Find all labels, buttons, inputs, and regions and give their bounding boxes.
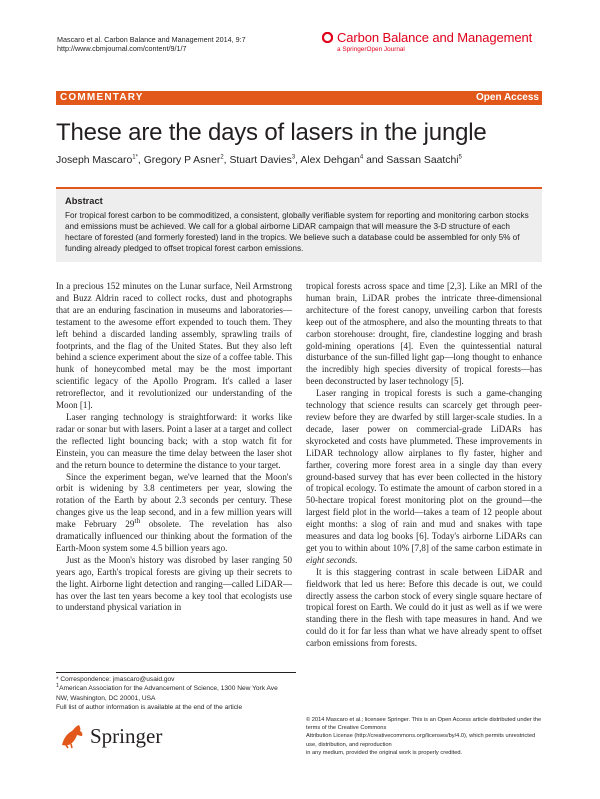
open-access-label: Open Access	[476, 92, 539, 103]
paragraph: tropical forests across space and time [2,3]. Like an MRI of the human brain, LiDAR probes the intricate three-dimensional architecture of the forest canopy, unveiling carbon that forests keep out of the atmosphere, and also the mounting threats to that carbon storehouse: drought, fire, clandestine logging and brash gold-mining operations [4]. Even the quintessential natural disturbance of the sun-filled light gap—long thought to enhance the incredibly high species diversity of tropical forests—has been deconstructed by laser technology [5].	[306, 281, 542, 387]
springer-horse-icon	[58, 723, 86, 749]
journal-subtitle: a SpringerOpen Journal	[337, 46, 405, 53]
citation-header	[57, 35, 246, 53]
section-label: COMMENTARY	[60, 92, 144, 103]
footnotes	[56, 672, 296, 712]
paragraph: Since the experiment began, we've learned that the Moon's orbit is widening by 3.8 centimeters per year, slowing the rotation of the Earth by about 2.3 seconds per century. These changes give us the leap second, and in a few million years will make February 29th obsolete. The revelation has also dramatically influenced our thinking about the formation of the Earth-Moon system some 4.5 billion years ago.	[56, 471, 292, 553]
author-name: Alex Dehgan	[300, 155, 360, 166]
author-name: Joseph Mascaro	[56, 155, 133, 166]
citation-text: Mascaro et al. Carbon Balance and Management 2014, 9:7	[57, 35, 246, 44]
paragraph: It is this staggering contrast in scale between LiDAR and fieldwork that led us here: Before this decade is out, we could directly assess the carbon stock of every single square hectare of tropical forest on Earth. We could do it just as well as if we were standing there in the flesh with tape measures in hand. And we could do it for far less than what we have already spent to offset carbon emissions from forests.	[306, 566, 542, 649]
section-banner	[56, 91, 542, 105]
body-column-right	[306, 281, 542, 650]
journal-name: Carbon Balance and Management	[337, 30, 533, 45]
article-url[interactable]: http://www.cbmjournal.com/content/9/1/7	[57, 44, 187, 53]
springeropen-logo-icon	[322, 32, 333, 43]
author-info-note: Full list of author information is available at the end of the article	[56, 703, 243, 711]
affiliation-note-cont: NW, Washington, DC 20001, USA	[56, 694, 156, 702]
author-affiliation-mark: 1*	[132, 154, 138, 161]
article-title: These are the days of lasers in the jungle	[56, 119, 487, 146]
paragraph: Laser ranging technology is straightforward: it works like radar or sonar but with lasers. Point a laser at a target and collect the reflected light bouncing back; with a stop watch fit for Einstein, you can measure the time delay between the laser shot and the return bounce to determine the distance to your target.	[56, 411, 292, 470]
license-line: Attribution License (http://creativecommons.org/licenses/by/4.0), which permits unrestricted use, distribution, and reproduction	[306, 733, 536, 748]
author-affiliation-mark: 3	[291, 154, 296, 161]
affiliation-text: $^1$American Association for the Advancement of Science, 1300 New York Ave	[56, 683, 278, 693]
paragraph: In a precious 152 minutes on the Lunar surface, Neil Armstrong and Buzz Aldrin raced to collect rocks, dust and photographs that are an enduring fascination in museums and laboratories—testament to the awesome effort expended to touch them. They left behind a discarded landing assembly, sprawling trails of footprints, and the flag of the United States. But they also left behind a science experiment about the size of a coffee table. This hunk of honeycombed metal may be the most important scientific legacy of the Apollo Program. It's called a laser retroreflector, and it revolutionized our understanding of the Moon [1].	[56, 281, 292, 411]
affiliation-note	[56, 684, 296, 693]
citation-line	[57, 35, 246, 44]
author-name: Sassan Saatchi	[386, 155, 459, 166]
springer-logo	[58, 723, 183, 749]
abstract-box	[56, 187, 542, 262]
author-affiliation-mark: 2	[220, 154, 224, 161]
paragraph: Just as the Moon's history was disrobed by laser ranging 50 years ago, Earth's tropical forests are giving up their secrets to the light. Airborne light detection and ranging—called LiDAR—has over the last ten years become a key tool that ecologists use to understand physical variation in	[56, 554, 292, 613]
body-column-left	[56, 281, 292, 614]
author-affiliation-mark: 5	[458, 154, 462, 161]
license-text	[306, 716, 542, 757]
author-affiliation-mark: 4	[359, 154, 364, 161]
license-line: © 2014 Mascaro et al.; licensee Springer. This is an Open Access article distributed under the terms of the Creative Commons	[306, 717, 542, 732]
author-name: Stuart Davies	[229, 155, 292, 166]
license-line: in any medium, provided the original work is properly credited.	[306, 749, 463, 756]
paragraph: Laser ranging in tropical forests is such a game-changing technology that science results can scarcely get through peer-review before they are dwarfed by still larger-scale studies. In a decade, laser power on commercial-grade LiDARs has skyrocketed and costs have plummeted. These improvements in LiDAR technology allow airplanes to fly faster, higher and farther, covering more forest area in a single day than every ground-based survey that has ever been collected in the history of tropical ecology. To estimate the amount of carbon stored in a 50-hectare tropical forest monitoring plot on the ground—the largest field plot in the world—takes a team of 12 people about eight months: a slog of rain and mud and snakes with tape measures and data log books [6]. Today's airborne LiDARs can get you to within about 10% [7,8] of the same carbon estimate in eight seconds.	[306, 388, 542, 565]
correspondence-note: * Correspondence: jmascaro@usaid.gov	[56, 676, 175, 683]
abstract-text: For tropical forest carbon to be commoditized, a consistent, globally verifiable system for reporting and monitoring carbon stocks and emissions must be achieved. We call for a global airborne LiDAR campaign that will measure the 3-D structure of each hectare of forested (and formerly forested) land in the tropics. We believe such a database could be assembled for only 5% of funding already pledged to offset tropical forest carbon emissions.	[65, 211, 529, 253]
abstract-heading: Abstract	[65, 196, 103, 206]
author-list: Joseph Mascaro$^{1*}$, Gregory P Asner$^2$, Stuart Davies$^3$, Alex Dehgan$^4$ and Sassan Saatchi$^5$	[56, 154, 462, 166]
publisher-name: Springer	[90, 724, 163, 748]
author-name: Gregory P Asner	[143, 155, 221, 166]
